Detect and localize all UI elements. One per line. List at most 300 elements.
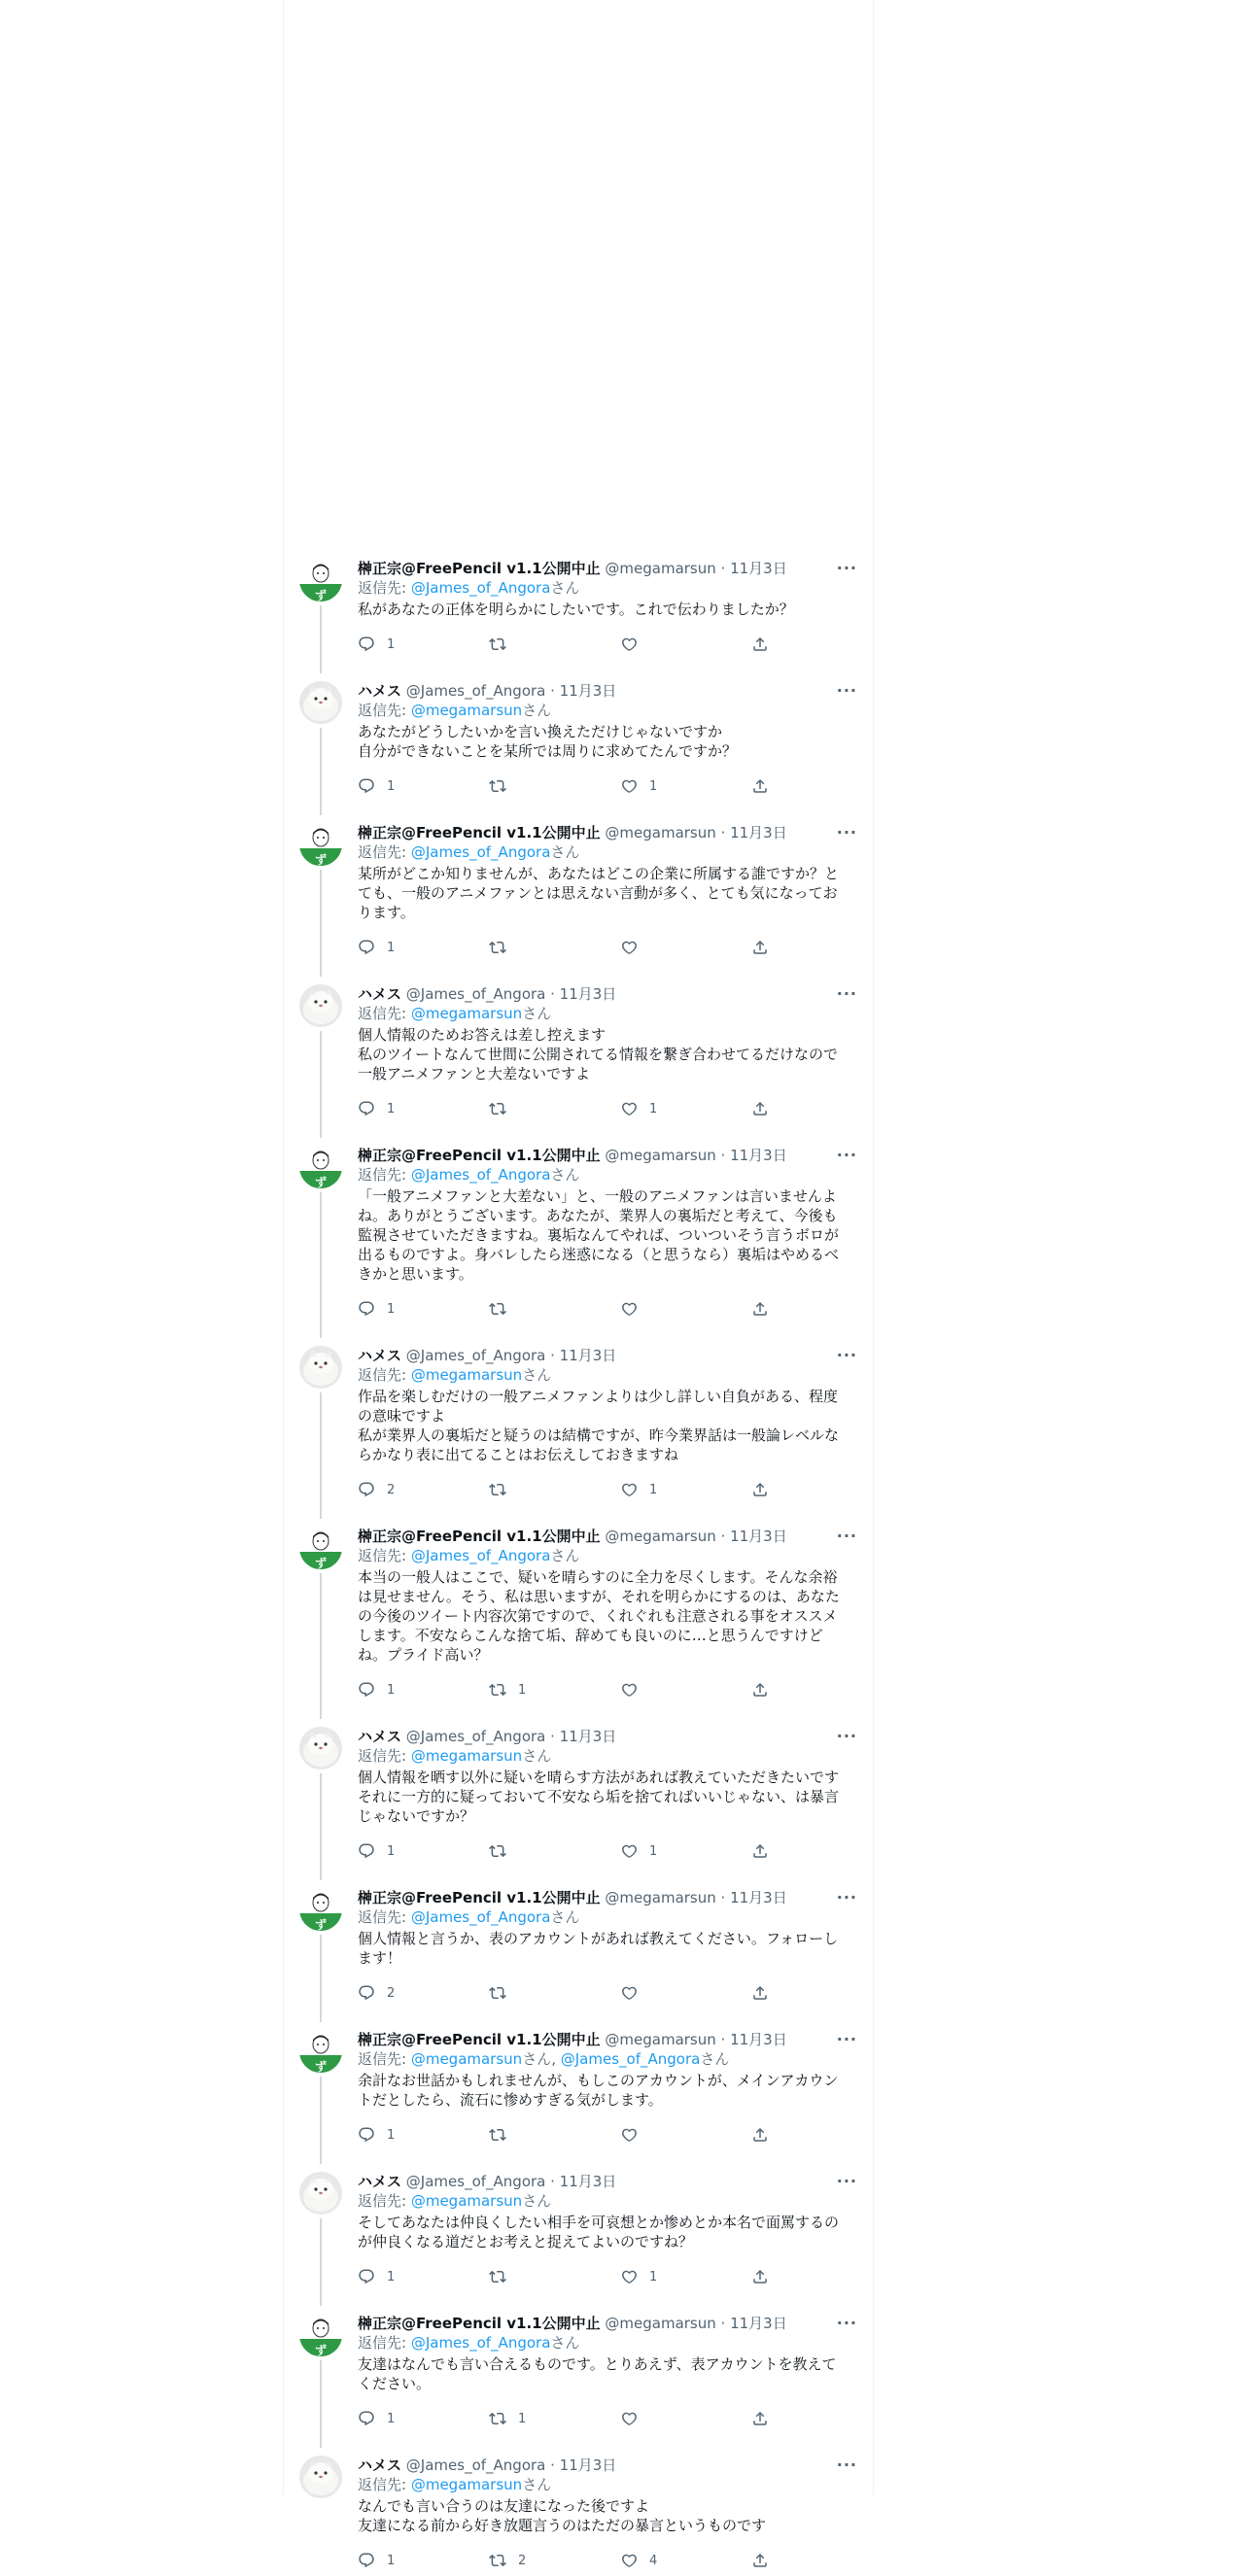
timestamp[interactable]: 11月3日	[730, 2031, 787, 2048]
share-button[interactable]	[751, 1300, 790, 1318]
avatar[interactable]	[299, 681, 342, 724]
user-handle[interactable]: @megamarsun	[605, 560, 716, 577]
tweet-text: そしてあなたは仲良くしたい相手を可哀想とか惨めとか本名で面罵するの が仲良くなる道だとお考えと捉えてよいのですね？	[358, 2214, 840, 2250]
reply-to-label: 返信先:	[358, 843, 411, 861]
tweet-content	[358, 2456, 857, 2576]
timestamp[interactable]: 11月3日	[730, 2315, 787, 2332]
reply-to-label: 返信先:	[358, 2334, 411, 2352]
separator-dot: ·	[715, 2031, 731, 2048]
svg-text:ず: ず	[314, 1557, 328, 1569]
retweet-icon	[489, 2552, 506, 2569]
reply-icon	[358, 1842, 375, 1860]
tweet[interactable]	[284, 668, 873, 802]
display-name[interactable]: 榊正宗@FreePencil v1.1公開中止	[358, 2031, 601, 2048]
tweet-header	[358, 2030, 857, 2049]
like-count: 1	[649, 1843, 658, 1859]
reply-icon	[358, 939, 375, 956]
reply-to-label: 返信先:	[358, 2050, 411, 2068]
reply-button[interactable]	[358, 2410, 489, 2427]
share-button[interactable]	[751, 1842, 790, 1860]
like-icon	[620, 1300, 638, 1318]
like-icon	[620, 1681, 638, 1699]
like-button[interactable]	[620, 2126, 751, 2144]
reply-to-mention[interactable]: @megamarsun	[410, 1366, 523, 1384]
tweet-text: 個人情報を晒す以外に疑いを晴らす方法があれば教えていただきたいです それに一方的に疑っておいて不安なら垢を捨てればいいじゃない、は暴言 じゃないですか？	[358, 1769, 840, 1825]
tweet-text: 友達はなんでも言い合えるものです。とりあえず、表アカウントを教えて ください。	[358, 2355, 837, 2392]
retweet-icon	[489, 1100, 506, 1117]
timestamp[interactable]: 11月3日	[559, 1347, 617, 1364]
reply-button[interactable]	[358, 635, 489, 653]
like-button[interactable]	[620, 2552, 751, 2569]
reply-to-mention[interactable]: @megamarsun	[410, 1005, 523, 1022]
avatar-column	[299, 2456, 342, 2576]
tweet-text: 私があなたの正体を明らかにしたいです。これで伝わりましたか？	[358, 601, 794, 618]
display-name[interactable]: ハメス	[358, 682, 402, 700]
tweet-text: 某所がどこか知りませんが、あなたはどこの企業に所属する誰ですか？と ても、一般のアニメファンとは思えない言動が多く、とても気になってお ります。	[358, 865, 840, 921]
share-icon	[751, 2126, 769, 2144]
like-count: 1	[649, 2269, 658, 2284]
honorific: さん	[522, 1005, 552, 1022]
tweet-header	[358, 1888, 857, 1907]
retweet-button[interactable]	[489, 777, 620, 795]
avatar[interactable]	[299, 2456, 342, 2498]
thread-top-blank	[284, 0, 873, 545]
more-options-icon[interactable]: ···	[836, 681, 857, 700]
avatar[interactable]	[299, 823, 342, 866]
avatar[interactable]	[299, 1727, 342, 1769]
reply-to-label: 返信先:	[358, 1166, 411, 1184]
reply-icon	[358, 1681, 375, 1699]
share-icon	[751, 1300, 769, 1318]
reply-to-mention[interactable]: @James_of_Angora	[410, 843, 551, 861]
reply-to-mention[interactable]: @megamarsun	[410, 2192, 523, 2210]
reply-count: 2	[387, 1482, 396, 1497]
share-button[interactable]	[751, 1984, 790, 2002]
share-icon	[751, 1100, 769, 1117]
reply-to-label: 返信先:	[358, 579, 411, 597]
share-button[interactable]	[751, 939, 790, 956]
tweet-text: 本当の一般人はここで、疑いを晴らすのに全力を尽くします。そんな余裕 は見せません。そう、私は思いますが、それを明らかにするのは、あなた の今後のツイート内容次第ですので、くれぐれも注意される事をオススメ します。不安ならこんな捨て垢、辞めても良いのに…と思うんですけど ね。プライド高い？	[358, 1568, 840, 1664]
more-options-icon[interactable]: ···	[836, 1146, 857, 1164]
honorific: さん	[550, 2334, 580, 2352]
svg-text:ず: ず	[314, 589, 328, 601]
avatar[interactable]	[299, 1888, 342, 1931]
retweet-count: 1	[518, 1682, 527, 1698]
share-button[interactable]	[751, 1681, 790, 1699]
display-name[interactable]: 榊正宗@FreePencil v1.1公開中止	[358, 1889, 601, 1906]
share-button[interactable]	[751, 1481, 790, 1498]
timestamp[interactable]: 11月3日	[730, 1528, 787, 1545]
thread-connector	[320, 1192, 322, 1338]
timestamp[interactable]: 11月3日	[559, 985, 617, 1003]
avatar-column	[299, 559, 342, 660]
honorific: さん	[550, 1908, 580, 1926]
tweet-text: 余計なお世話かもしれませんが、もしこのアカウントが、メインアカウン トだとしたら、流石に惨めすぎる気がします。	[358, 2072, 839, 2109]
svg-text:ず: ず	[314, 2060, 328, 2073]
more-options-icon[interactable]: ···	[836, 1727, 857, 1745]
reply-to-mention[interactable]: @James_of_Angora	[410, 1547, 551, 1564]
share-button[interactable]	[751, 777, 790, 795]
like-button[interactable]	[620, 939, 751, 956]
tweet[interactable]	[284, 1513, 873, 1705]
user-handle[interactable]: @James_of_Angora	[405, 985, 546, 1003]
reply-icon	[358, 635, 375, 653]
like-count: 1	[649, 778, 658, 794]
user-handle[interactable]: @megamarsun	[605, 1147, 716, 1164]
like-button[interactable]	[620, 2410, 751, 2427]
tweet-content	[358, 559, 857, 660]
reply-to-mention[interactable]: @James_of_Angora	[410, 1166, 551, 1184]
like-button[interactable]	[620, 1100, 751, 1117]
timestamp[interactable]: 11月3日	[559, 1728, 617, 1745]
avatar-column	[299, 984, 342, 1124]
honorific: さん	[550, 1166, 580, 1184]
svg-text:ず: ず	[314, 853, 328, 866]
reply-icon	[358, 777, 375, 795]
share-button[interactable]	[751, 2126, 790, 2144]
reply-button[interactable]	[358, 1481, 489, 1498]
retweet-icon	[489, 1842, 506, 1860]
thread-connector	[320, 2077, 322, 2164]
reply-to-mention[interactable]: @megamarsun	[410, 1747, 523, 1765]
like-icon	[620, 2410, 638, 2427]
tweet[interactable]	[284, 1713, 873, 1867]
honorific: さん	[522, 1366, 552, 1384]
like-icon	[620, 2268, 638, 2285]
tweet-text: 個人情報のためお答えは差し控えます 私のツイートなんて世間に公開されてる情報を繋ぎ合わせてるだけなので 一般アニメファンと大差ないですよ	[358, 1026, 838, 1082]
tweet-content	[358, 823, 857, 963]
reply-to-mention[interactable]: @megamarsun	[410, 2476, 523, 2493]
user-handle[interactable]: @James_of_Angora	[405, 2456, 546, 2474]
display-name[interactable]: ハメス	[358, 2456, 402, 2474]
user-handle[interactable]: @megamarsun	[605, 1528, 716, 1545]
share-icon	[751, 635, 769, 653]
avatar-column	[299, 1346, 342, 1505]
timestamp[interactable]: 11月3日	[559, 2173, 617, 2190]
thread-connector	[320, 605, 322, 673]
like-button[interactable]	[620, 1481, 751, 1498]
user-handle[interactable]: @megamarsun	[605, 2031, 716, 2048]
like-button[interactable]	[620, 1681, 751, 1699]
tweet[interactable]	[284, 545, 873, 660]
reply-to-line	[358, 1004, 857, 1023]
reply-to-mention[interactable]: @megamarsun	[410, 702, 523, 719]
tweet-actions	[358, 2261, 857, 2292]
like-button[interactable]	[620, 1984, 751, 2002]
retweet-icon	[489, 939, 506, 956]
tweet-actions	[358, 771, 857, 802]
timestamp[interactable]: 11月3日	[730, 824, 787, 841]
thread-connector	[320, 1773, 322, 1880]
retweet-button[interactable]	[489, 1300, 620, 1318]
reply-to-mention[interactable]: @megamarsun	[410, 2050, 523, 2068]
like-count: 1	[649, 1101, 658, 1116]
reply-count: 1	[387, 940, 396, 955]
thread-connector	[320, 1573, 322, 1719]
reply-to-label: 返信先:	[358, 2476, 411, 2493]
retweet-icon	[489, 635, 506, 653]
like-count: 1	[649, 1482, 658, 1497]
reply-to-mention[interactable]: @James_of_Angora	[410, 579, 551, 597]
reply-button[interactable]	[358, 2268, 489, 2285]
tweet-actions	[358, 1293, 857, 1324]
separator-dot: ·	[715, 1528, 731, 1545]
display-name[interactable]: 榊正宗@FreePencil v1.1公開中止	[358, 2315, 601, 2332]
like-button[interactable]	[620, 777, 751, 795]
tweet[interactable]	[284, 971, 873, 1124]
reply-to-line	[358, 2333, 857, 2353]
retweet-button[interactable]	[489, 2410, 620, 2427]
tweet-actions	[358, 2119, 857, 2150]
reply-count: 1	[387, 1843, 396, 1859]
reply-button[interactable]	[358, 777, 489, 795]
reply-count: 1	[387, 1682, 396, 1698]
timestamp[interactable]: 11月3日	[730, 1889, 787, 1906]
like-button[interactable]	[620, 635, 751, 653]
user-handle[interactable]: @James_of_Angora	[405, 1728, 546, 1745]
reply-to-mention[interactable]: @James_of_Angora	[410, 1908, 551, 1926]
avatar-column	[299, 2314, 342, 2434]
reply-to-line	[358, 1546, 857, 1565]
retweet-button[interactable]	[489, 1481, 620, 1498]
reply-count: 1	[387, 2411, 396, 2426]
share-icon	[751, 1842, 769, 1860]
retweet-icon	[489, 1984, 506, 2002]
user-handle[interactable]: @megamarsun	[605, 2315, 716, 2332]
retweet-icon	[489, 2410, 506, 2427]
share-button[interactable]	[751, 2410, 790, 2427]
tweet-header	[358, 2456, 857, 2475]
reply-to-mention[interactable]: @James_of_Angora	[410, 2334, 551, 2352]
retweet-button[interactable]	[489, 2268, 620, 2285]
reply-count: 2	[387, 1985, 396, 2001]
retweet-icon	[489, 777, 506, 795]
reply-icon	[358, 1984, 375, 2002]
reply-button[interactable]	[358, 1681, 489, 1699]
retweet-icon	[489, 2268, 506, 2285]
tweet-content	[358, 1146, 857, 1324]
user-handle[interactable]: @James_of_Angora	[405, 682, 546, 700]
timeline-column	[283, 0, 874, 2568]
svg-text:ず: ず	[314, 1918, 328, 1931]
tweet-actions	[358, 1093, 857, 1124]
more-options-icon[interactable]: ···	[836, 559, 857, 577]
reply-count: 1	[387, 636, 396, 652]
reply-button[interactable]	[358, 1842, 489, 1860]
share-icon	[751, 777, 769, 795]
share-button[interactable]	[751, 2552, 790, 2569]
separator-dot: ·	[545, 2173, 560, 2190]
tweet[interactable]	[284, 2300, 873, 2434]
like-count: 4	[649, 2553, 658, 2568]
separator-dot: ·	[715, 2315, 731, 2332]
svg-text:ず: ず	[314, 1176, 328, 1188]
reply-button[interactable]	[358, 1984, 489, 2002]
more-options-icon[interactable]: ···	[836, 2172, 857, 2190]
tweet[interactable]	[284, 1874, 873, 2009]
reply-to-line	[358, 1746, 857, 1766]
like-button[interactable]	[620, 1300, 751, 1318]
like-button[interactable]	[620, 2268, 751, 2285]
avatar[interactable]	[299, 1527, 342, 1569]
reply-to-line	[358, 1907, 857, 1927]
tweet-text: なんでも言い合うのは友達になった後ですよ 友達になる前から好き放題言うのはただの暴言というものです	[358, 2497, 767, 2534]
tweet[interactable]	[284, 809, 873, 963]
tweet-content	[358, 1888, 857, 2009]
user-handle[interactable]: @megamarsun	[605, 1889, 716, 1906]
like-button[interactable]	[620, 1842, 751, 1860]
more-options-icon[interactable]: ···	[836, 1346, 857, 1364]
like-icon	[620, 1481, 638, 1498]
avatar[interactable]	[299, 2314, 342, 2356]
avatar-column	[299, 823, 342, 963]
user-handle[interactable]: @James_of_Angora	[405, 1347, 546, 1364]
reply-icon	[358, 2268, 375, 2285]
share-button[interactable]	[751, 1100, 790, 1117]
tweet-header	[358, 1727, 857, 1746]
more-options-icon[interactable]: ···	[836, 1888, 857, 1906]
retweet-button[interactable]	[489, 939, 620, 956]
more-options-icon[interactable]: ···	[836, 1527, 857, 1545]
tweet-text: あなたがどうしたいかを言い換えただけじゃないですか 自分ができないことを某所では周りに求めてたんですか？	[358, 723, 738, 760]
separator-dot: ·	[545, 682, 560, 700]
display-name[interactable]: ハメス	[358, 1347, 402, 1364]
retweet-button[interactable]	[489, 1842, 620, 1860]
timestamp[interactable]: 11月3日	[730, 560, 787, 577]
separator-dot: ·	[715, 1889, 731, 1906]
reply-to-line	[358, 1365, 857, 1385]
svg-text:ず: ず	[314, 2344, 328, 2356]
share-icon	[751, 2552, 769, 2569]
timestamp[interactable]: 11月3日	[559, 2456, 617, 2474]
retweet-button[interactable]	[489, 1984, 620, 2002]
reply-count: 1	[387, 2269, 396, 2284]
display-name[interactable]: 榊正宗@FreePencil v1.1公開中止	[358, 560, 601, 577]
more-options-icon[interactable]: ···	[836, 2456, 857, 2474]
tweet-header	[358, 2172, 857, 2191]
avatar-column	[299, 1888, 342, 2009]
reply-to-label: 返信先:	[358, 1005, 411, 1022]
reply-to-line	[358, 701, 857, 720]
like-icon	[620, 635, 638, 653]
avatar-column	[299, 2030, 342, 2150]
honorific: さん	[550, 579, 580, 597]
tweet-text: 個人情報と言うか、表のアカウントがあれば教えてください。フォローし ます！	[358, 1930, 839, 1967]
reply-button[interactable]	[358, 2126, 489, 2144]
tweet[interactable]	[284, 2016, 873, 2150]
retweet-button[interactable]	[489, 2552, 620, 2569]
reply-to-label: 返信先:	[358, 1908, 411, 1926]
avatar[interactable]	[299, 2030, 342, 2073]
reply-button[interactable]	[358, 2552, 489, 2569]
retweet-button[interactable]	[489, 1100, 620, 1117]
reply-icon	[358, 2126, 375, 2144]
separator-dot: ·	[545, 1728, 560, 1745]
retweet-icon	[489, 2126, 506, 2144]
timestamp[interactable]: 11月3日	[730, 1147, 787, 1164]
reply-icon	[358, 2552, 375, 2569]
reply-button[interactable]	[358, 939, 489, 956]
reply-to-mention[interactable]: @James_of_Angora	[560, 2050, 701, 2068]
display-name[interactable]: ハメス	[358, 985, 402, 1003]
tweet-header	[358, 1146, 857, 1165]
avatar[interactable]	[299, 2172, 342, 2215]
reply-count: 1	[387, 2127, 396, 2143]
tweet[interactable]	[284, 2442, 873, 2576]
display-name[interactable]: 榊正宗@FreePencil v1.1公開中止	[358, 1147, 601, 1164]
retweet-icon	[489, 1481, 506, 1498]
reply-to-line	[358, 578, 857, 598]
reply-to-line	[358, 2475, 857, 2494]
share-icon	[751, 2410, 769, 2427]
retweet-button[interactable]	[489, 635, 620, 653]
avatar[interactable]	[299, 1146, 342, 1188]
user-handle[interactable]: @megamarsun	[605, 824, 716, 841]
reply-to-label: 返信先:	[358, 1366, 411, 1384]
tweet-header	[358, 823, 857, 842]
more-options-icon[interactable]: ···	[836, 984, 857, 1003]
share-button[interactable]	[751, 2268, 790, 2285]
retweet-button[interactable]	[489, 1681, 620, 1699]
like-icon	[620, 777, 638, 795]
avatar[interactable]	[299, 1346, 342, 1389]
honorific: さん	[522, 2192, 552, 2210]
more-options-icon[interactable]: ···	[836, 2030, 857, 2048]
display-name[interactable]: ハメス	[358, 1728, 402, 1745]
tweet-header	[358, 984, 857, 1004]
share-button[interactable]	[751, 635, 790, 653]
retweet-icon	[489, 1681, 506, 1699]
display-name[interactable]: ハメス	[358, 2173, 402, 2190]
more-options-icon[interactable]: ···	[836, 823, 857, 841]
tweet[interactable]	[284, 1132, 873, 1324]
display-name[interactable]: 榊正宗@FreePencil v1.1公開中止	[358, 824, 601, 841]
tweet-content	[358, 2172, 857, 2292]
tweet[interactable]	[284, 1332, 873, 1505]
tweet-list	[284, 545, 873, 2576]
retweet-button[interactable]	[489, 2126, 620, 2144]
reply-icon	[358, 1300, 375, 1318]
separator-dot: ·	[715, 560, 731, 577]
tweet-actions	[358, 1674, 857, 1705]
reply-to-line	[358, 842, 857, 862]
timestamp[interactable]: 11月3日	[559, 682, 617, 700]
user-handle[interactable]: @James_of_Angora	[405, 2173, 546, 2190]
tweet-actions	[358, 2403, 857, 2434]
reply-to-line	[358, 2049, 857, 2069]
reply-button[interactable]	[358, 1300, 489, 1318]
display-name[interactable]: 榊正宗@FreePencil v1.1公開中止	[358, 1528, 601, 1545]
honorific: さん	[522, 2476, 552, 2493]
tweet-content	[358, 1527, 857, 1705]
honorific: さん	[522, 2050, 552, 2068]
tweet[interactable]	[284, 2158, 873, 2292]
reply-count: 1	[387, 2553, 396, 2568]
tweet-header	[358, 1527, 857, 1546]
tweet-content	[358, 2030, 857, 2150]
honorific: さん	[522, 702, 552, 719]
like-icon	[620, 2552, 638, 2569]
reply-button[interactable]	[358, 1100, 489, 1117]
avatar[interactable]	[299, 559, 342, 601]
tweet-header	[358, 2314, 857, 2333]
reply-to-label: 返信先:	[358, 702, 411, 719]
avatar[interactable]	[299, 984, 342, 1027]
reply-count: 1	[387, 778, 396, 794]
tweet-actions	[358, 1836, 857, 1867]
more-options-icon[interactable]: ···	[836, 2314, 857, 2332]
reply-count: 1	[387, 1101, 396, 1116]
